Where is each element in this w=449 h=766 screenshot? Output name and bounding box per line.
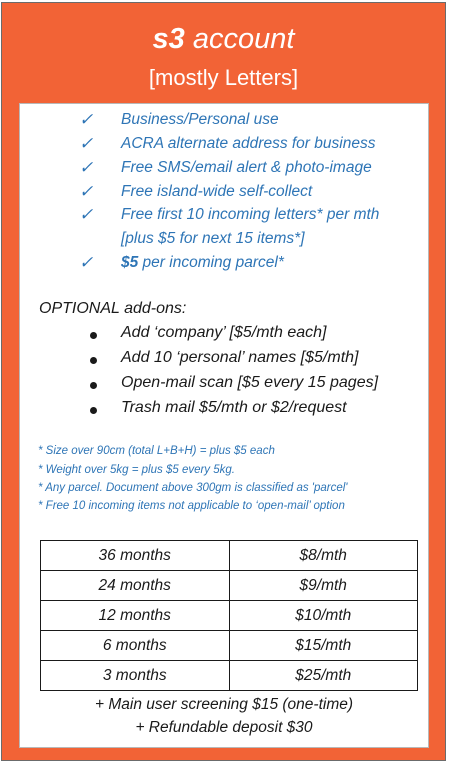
s3-account-card	[1, 2, 446, 761]
feature-item: Free first 10 incoming letters* per mth	[121, 206, 380, 223]
addon-item: Trash mail $5/mth or $2/request	[121, 399, 347, 416]
bullet-icon	[90, 407, 97, 414]
card-title-plan: s3	[152, 23, 185, 55]
optional-addons-heading: OPTIONAL add-ons:	[39, 300, 187, 317]
check-icon: ✓	[79, 110, 94, 129]
bullet-icon	[90, 357, 97, 364]
term-cell: 6 months	[41, 631, 230, 661]
footnote: * Any parcel. Document above 300gm is classified as 'parcel'	[38, 482, 348, 494]
check-icon: ✓	[79, 158, 94, 177]
feature-item: Free island-wide self-collect	[121, 183, 313, 200]
price-cell: $10/mth	[229, 601, 418, 631]
table-row	[41, 661, 418, 691]
check-icon: ✓	[79, 205, 94, 224]
price-cell: $15/mth	[229, 631, 418, 661]
table-row	[41, 631, 418, 661]
check-icon: ✓	[79, 182, 94, 201]
check-icon: ✓	[79, 253, 94, 272]
term-cell: 12 months	[41, 601, 230, 631]
term-cell: 3 months	[41, 661, 230, 691]
card-title-rest: account	[184, 23, 295, 55]
card-subtitle: [mostly Letters]	[148, 65, 299, 90]
term-cell: 24 months	[41, 571, 230, 601]
table-row	[41, 541, 418, 571]
parcel-price: $5	[121, 254, 139, 271]
footnote: * Weight over 5kg = plus $5 every 5kg.	[38, 464, 235, 476]
addon-item: Add 10 ‘personal’ names [$5/mth]	[121, 349, 359, 366]
footnote: * Size over 90cm (total L+B+H) = plus $5 each	[38, 445, 275, 457]
parcel-price-label: per incoming parcel*	[138, 254, 284, 271]
feature-item: Free SMS/email alert & photo-image	[121, 159, 372, 176]
table-row	[41, 571, 418, 601]
check-icon: ✓	[79, 134, 94, 153]
price-cell: $9/mth	[229, 571, 418, 601]
feature-item	[121, 254, 284, 272]
plan-details-panel	[19, 103, 429, 748]
addon-item: Add ‘company’ [$5/mth each]	[121, 324, 327, 341]
bullet-icon	[90, 382, 97, 389]
price-cell: $8/mth	[229, 541, 418, 571]
refundable-deposit: + Refundable deposit $30	[135, 719, 313, 736]
screening-fee: + Main user screening $15 (one-time)	[94, 696, 354, 713]
table-row	[41, 601, 418, 631]
pricing-table	[40, 540, 418, 691]
footnote: * Free 10 incoming items not applicable to ‘open-mail’ option	[38, 500, 345, 512]
addon-item: Open-mail scan [$5 every 15 pages]	[121, 374, 379, 391]
bullet-icon	[90, 332, 97, 339]
card-title	[2, 23, 445, 56]
feature-item-continuation: [plus $5 for next 15 items*]	[121, 230, 305, 247]
price-cell: $25/mth	[229, 661, 418, 691]
feature-item: ACRA alternate address for business	[121, 135, 376, 152]
feature-item: Business/Personal use	[121, 111, 279, 128]
term-cell: 36 months	[41, 541, 230, 571]
